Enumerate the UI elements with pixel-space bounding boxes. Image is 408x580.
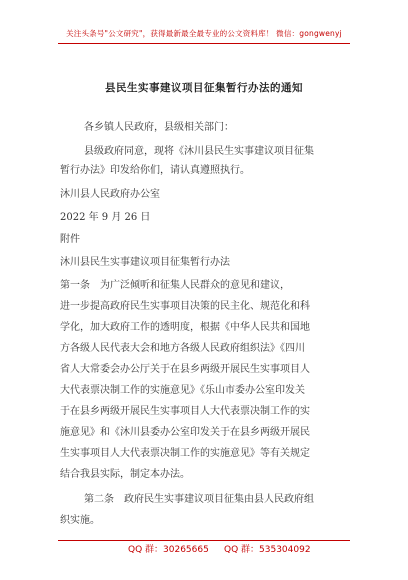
salutation: 各乡镇人民政府，县级相关部门： — [84, 122, 234, 133]
article1-line-2: 进一步提高政府民生实事项目决策的民主化、规范化和科 — [60, 301, 310, 312]
intro-line-2: 暂行办法》印发给你们，请认真遵照执行。 — [60, 165, 250, 176]
footer-divider — [58, 540, 350, 541]
article1-line-1: 第一条 为广泛倾听和征集人民群众的意见和建议， — [60, 280, 290, 291]
article1-line-5: 省人大常委会办公厅关于在县乡两级开展民生实事项目人 — [60, 364, 310, 375]
article1-line-8: 施意见》和《沐川县委办公室印发关于在县乡两级开展民 — [60, 427, 310, 438]
document-title: 县民生实事建议项目征集暂行办法的通知 — [105, 82, 303, 94]
article1-line-6: 大代表票决制工作的实施意见》《乐山市委办公室印发关 — [60, 385, 305, 396]
article1-line-9: 生实事项目人大代表票决制工作的实施意见》等有关规定 — [60, 448, 310, 459]
attachment-label: 附件 — [60, 234, 80, 245]
footer-qq-right: QQ 群：535304092 — [224, 545, 311, 555]
article1-line-7: 于在县乡两级开展民生实事项目人大代表票决制工作的实 — [60, 406, 310, 417]
article2-line-2: 织实施。 — [60, 515, 100, 526]
footer-qq-left: QQ 群：30265665 — [128, 545, 209, 555]
intro-line-1: 县级政府同意，现将《沐川县民生实事建议项目征集 — [84, 146, 314, 157]
article2-line-1: 第二条 政府民生实事建议项目征集由县人民政府组 — [84, 494, 314, 505]
header-divider — [58, 43, 350, 44]
article1-line-3: 学化，加大政府工作的透明度，根据《中华人民共和国地 — [60, 322, 310, 333]
attachment-title: 沐川县民生实事建议项目征集暂行办法 — [60, 257, 230, 268]
header-banner: 关注头条号"公文研究"，获得最新最全最专业的公文资料库！ 微信：gongwenyj — [66, 29, 342, 38]
article1-line-4: 方各级人民代表大会和地方各级人民政府组织法》《四川 — [60, 343, 305, 354]
article1-line-10: 结合我县实际，制定本办法。 — [60, 469, 190, 480]
issuer: 沐川县人民政府办公室 — [60, 189, 160, 200]
issue-date: 2022 年 9 月 26 日 — [60, 212, 151, 223]
